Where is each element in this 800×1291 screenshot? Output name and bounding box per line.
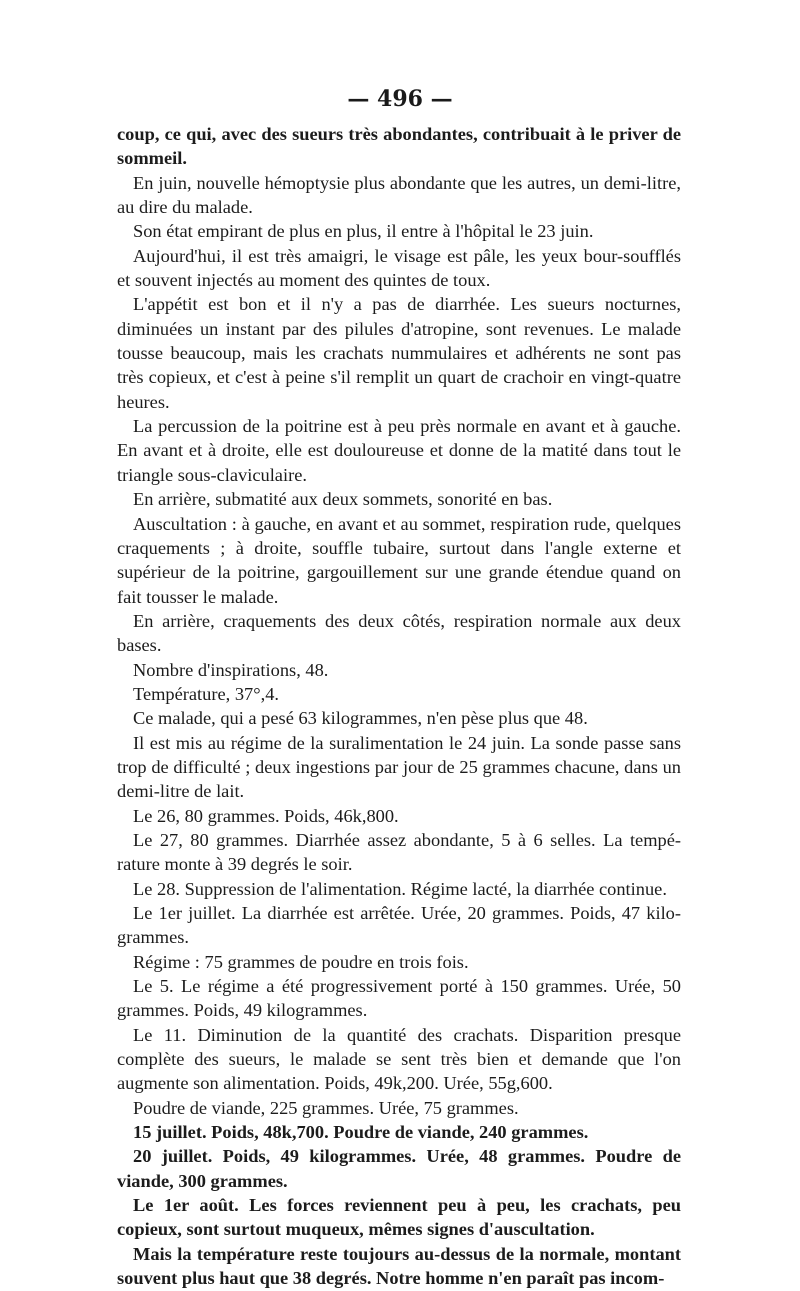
paragraph: La percussion de la poitrine est à peu près normale en avant et à gauche. En avant et à droite, elle est douloureuse et donne de la matité dans tout le triangle sous-claviculaire. (117, 416, 681, 485)
paragraph: Il est mis au régime de la suralimentation le 24 juin. La sonde passe sans trop de difficulté ; deux ingestions par jour de 25 grammes chacune, dans un demi-litre de lait. (117, 732, 681, 802)
paragraph: Poudre de viande, 225 grammes. Urée, 75 grammes. (133, 1097, 519, 1118)
paragraph: Le 28. Suppression de l'alimentation. Régime lacté, la diarrhée continue. (133, 878, 667, 899)
paragraph: Le 5. Le régime a été progressivement porté à 150 grammes. Urée, 50 grammes. Poids, 49 kilogrammes. (117, 976, 681, 1021)
paragraph: Aujourd'hui, il est très amaigri, le visage est pâle, les yeux bour-soufflés et souvent injectés au moment des quintes de toux. (117, 245, 681, 291)
paragraph: 15 juillet. Poids, 48k,700. Poudre de viande, 240 grammes. (133, 1122, 589, 1143)
paragraph: Régime : 75 grammes de poudre en trois fois. (133, 951, 469, 972)
paragraph: Le 1er juillet. La diarrhée est arrêtée. Urée, 20 grammes. Poids, 47 kilo-grammes. (117, 903, 681, 948)
paragraph: Le 26, 80 grammes. Poids, 46k,800. (133, 805, 399, 826)
paragraph: En juin, nouvelle hémoptysie plus abondante que les autres, un demi-litre, au dire du malade. (117, 172, 681, 218)
paragraph: Le 27, 80 grammes. Diarrhée assez abondante, 5 à 6 selles. La tempé-rature monte à 39 degrés le soir. (117, 829, 681, 875)
paragraph: L'appétit est bon et il n'y a pas de diarrhée. Les sueurs nocturnes, diminuées un instant par des pilules d'atropine, sont revenues. Le malade tousse beaucoup, mais les crachats nummulaires et adhérents ne sont pas très copieux, et c'est à peine s'il remplit un quart de crachoir en vingt-quatre heures. (117, 294, 681, 412)
paragraph: Nombre d'inspirations, 48. (133, 659, 329, 680)
paragraph: Le 11. Diminution de la quantité des crachats. Disparition presque complète des sueurs, le malade se sent très bien et demande que l'on augmente son alimentation. Poids, 49k,200. Urée, 55g,600. (117, 1024, 681, 1094)
paragraph: Le 1er août. Les forces reviennent peu à peu, les crachats, peu copieux, sont surtout muqueux, mêmes signes d'auscultation. (117, 1195, 681, 1240)
paragraph: Son état empirant de plus en plus, il entre à l'hôpital le 23 juin. (133, 221, 594, 242)
paragraph: coup, ce qui, avec des sueurs très abondantes, contribuait à le priver de sommeil. (117, 124, 681, 169)
paragraph: Température, 37°,4. (133, 683, 279, 704)
paragraph: En arrière, submatité aux deux sommets, sonorité en bas. (133, 489, 553, 510)
paragraph: Ce malade, qui a pesé 63 kilogrammes, n'en pèse plus que 48. (133, 708, 588, 729)
paragraph: 20 juillet. Poids, 49 kilogrammes. Urée, 48 grammes. Poudre de viande, 300 grammes. (117, 1146, 681, 1191)
body-text (117, 122, 681, 1291)
paragraph: Auscultation : à gauche, en avant et au sommet, respiration rude, quelques craquements ; à droite, souffle tubaire, surtout dans l'angle externe et supérieur de la poitrine, gargouillement sur une grande étendue quand on fait tousser le malade. (117, 513, 681, 607)
page-number: — 496 — (347, 86, 453, 112)
paragraph: Mais la température reste toujours au-dessus de la normale, montant souvent plus haut que 38 degrés. Notre homme n'en paraît pas incom- (117, 1243, 681, 1289)
paragraph: En arrière, craquements des deux côtés, respiration normale aux deux bases. (117, 610, 681, 656)
